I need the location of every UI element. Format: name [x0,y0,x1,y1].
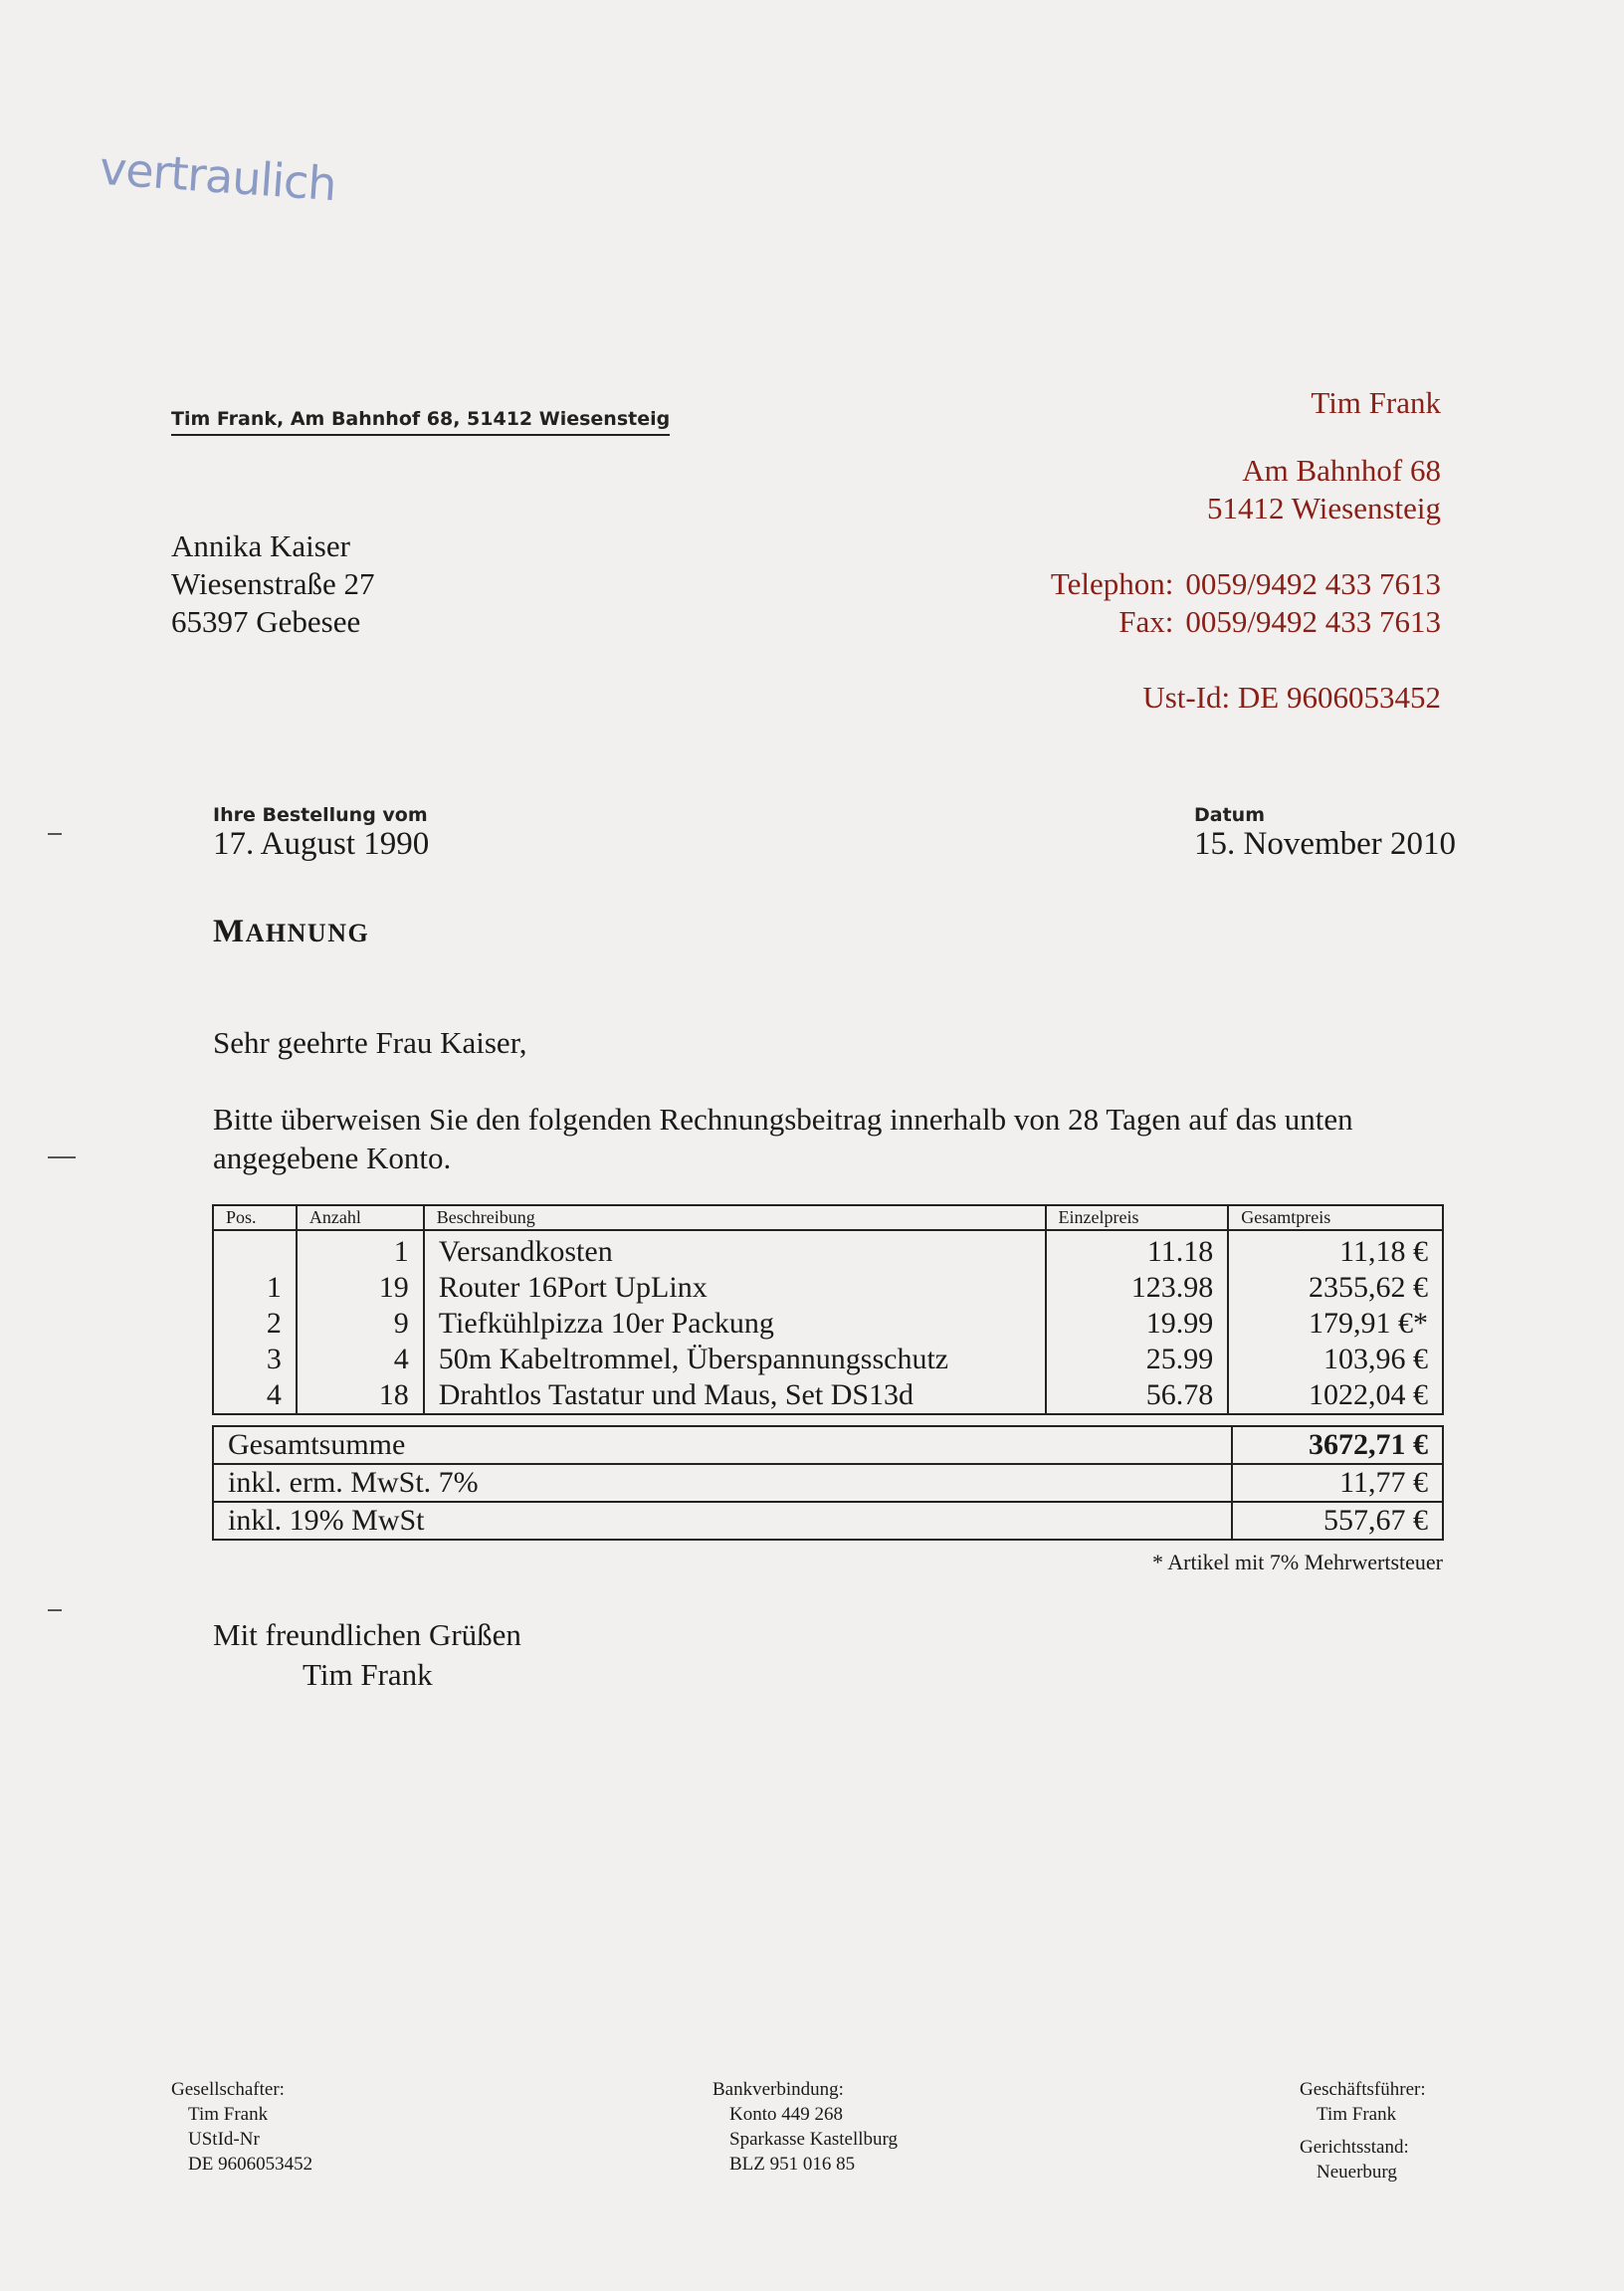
footer-vat-label: UStId-Nr [188,2129,260,2150]
closing-greeting: Mit freundlichen Grüßen [213,1617,521,1652]
header-description: Beschreibung [424,1205,1046,1230]
cell-unit-price: 19.99 [1046,1306,1229,1342]
invoice-items-table [212,1204,1444,1415]
total-row [213,1426,1443,1464]
signature-name: Tim Frank [303,1657,433,1692]
cell-unit-price: 123.98 [1046,1270,1229,1306]
table-row [213,1230,1443,1270]
cell-qty: 4 [297,1342,424,1377]
sender-return-address: Tim Frank, Am Bahnhof 68, 51412 Wiesensteig [171,408,670,436]
table-row [213,1306,1443,1342]
closing [213,1615,521,1695]
cell-total-price: 1022,04 € [1228,1377,1443,1414]
order-date-block [213,804,429,863]
letterhead-street: Am Bahnhof 68 [1242,453,1441,488]
cell-qty: 1 [297,1230,424,1270]
vat-id: Ust-Id: DE 9606053452 [1142,680,1441,715]
cell-description: Router 16Port UpLinx [424,1270,1046,1306]
recipient-name: Annika Kaiser [171,528,350,563]
cell-description: Versandkosten [424,1230,1046,1270]
table-row [213,1270,1443,1306]
cell-pos: 4 [213,1377,297,1414]
cell-unit-price: 56.78 [1046,1377,1229,1414]
vat-reduced-label: inkl. erm. MwSt. 7% [213,1464,1232,1502]
footer-bank-account: Konto 449 268 [729,2104,843,2125]
table-header-row [213,1205,1443,1230]
letterhead-city: 51412 Wiesensteig [1207,491,1441,525]
vat-reduced-value: 11,77 € [1232,1464,1443,1502]
cell-description: Drahtlos Tastatur und Maus, Set DS13d [424,1377,1046,1414]
vat-reduced-row [213,1464,1443,1502]
letterhead [1051,384,1441,717]
footer-court-label: Gerichtsstand: [1300,2137,1409,2158]
footer-management-title: Geschäftsführer: [1300,2079,1426,2100]
phone-number: 0059/9492 433 7613 [1185,566,1441,601]
phone-label: Telephon: [1050,566,1174,601]
vat-standard-value: 557,67 € [1232,1502,1443,1540]
confidential-stamp: vertraulich [98,140,338,212]
vat-standard-row [213,1502,1443,1540]
cell-qty: 18 [297,1377,424,1414]
cell-pos: 1 [213,1270,297,1306]
recipient-address [171,527,374,641]
recipient-city: 65397 Gebesee [171,604,361,639]
header-pos: Pos. [213,1205,297,1230]
subject-initial: M [213,914,246,949]
cell-total-price: 103,96 € [1228,1342,1443,1377]
table-row [213,1377,1443,1414]
cell-qty: 9 [297,1306,424,1342]
punch-mark [48,1156,76,1158]
recipient-street: Wiesenstraße 27 [171,566,375,601]
order-date-label: Ihre Bestellung vom [213,804,428,826]
header-qty: Anzahl [297,1205,424,1230]
header-unit-price: Einzelpreis [1046,1205,1229,1230]
cell-unit-price: 11.18 [1046,1230,1229,1270]
cell-pos [213,1230,297,1270]
footer-partners-name: Tim Frank [188,2104,269,2125]
letter-date: 15. November 2010 [1194,826,1457,862]
footnote: * Artikel mit 7% Mehrwertsteuer [1151,1550,1443,1574]
header-total-price: Gesamtpreis [1228,1205,1443,1230]
footer-management-name: Tim Frank [1317,2104,1397,2125]
footer-bank-blz: BLZ 951 016 85 [729,2154,856,2175]
footer-management [1300,2077,1426,2185]
footer-bank [712,2077,898,2177]
cell-total-price: 179,91 €* [1228,1306,1443,1342]
footer-partners [171,2077,312,2177]
subject-line [213,914,369,950]
cell-description: 50m Kabeltrommel, Überspannungsschutz [424,1342,1046,1377]
phone-row [1051,565,1441,603]
vat-standard-label: inkl. 19% MwSt [213,1502,1232,1540]
footer-partners-title: Gesellschafter: [171,2079,285,2100]
cell-description: Tiefkühlpizza 10er Packung [424,1306,1046,1342]
footer-vat-id: DE 9606053452 [188,2154,313,2175]
footer-court: Neuerburg [1317,2162,1397,2183]
cell-pos: 3 [213,1342,297,1377]
salutation: Sehr geehrte Frau Kaiser, [213,1025,527,1060]
letter-date-block [1194,804,1456,863]
letterhead-name: Tim Frank [1311,385,1441,420]
totals-table [212,1425,1444,1541]
cell-total-price: 11,18 € [1228,1230,1443,1270]
footer-bank-title: Bankverbindung: [712,2079,844,2100]
footer-bank-name: Sparkasse Kastellburg [729,2129,899,2150]
cell-unit-price: 25.99 [1046,1342,1229,1377]
cell-total-price: 2355,62 € [1228,1270,1443,1306]
fax-row [1051,603,1441,641]
fold-mark [48,1609,62,1611]
cell-qty: 19 [297,1270,424,1306]
table-row [213,1342,1443,1377]
grand-total-value: 3672,71 € [1232,1426,1443,1464]
body-text: Bitte überweisen Sie den folgenden Rechnungsbeitrag innerhalb von 28 Tagen auf das unten angegebene Konto. [213,1102,1353,1175]
fold-mark [48,833,62,835]
fax-label: Fax: [1118,604,1174,639]
subject-rest: AHNUNG [245,919,370,947]
cell-pos: 2 [213,1306,297,1342]
order-date: 17. August 1990 [213,826,430,862]
letter-date-label: Datum [1194,804,1265,826]
grand-total-label: Gesamtsumme [213,1426,1232,1464]
fax-number: 0059/9492 433 7613 [1185,604,1441,639]
